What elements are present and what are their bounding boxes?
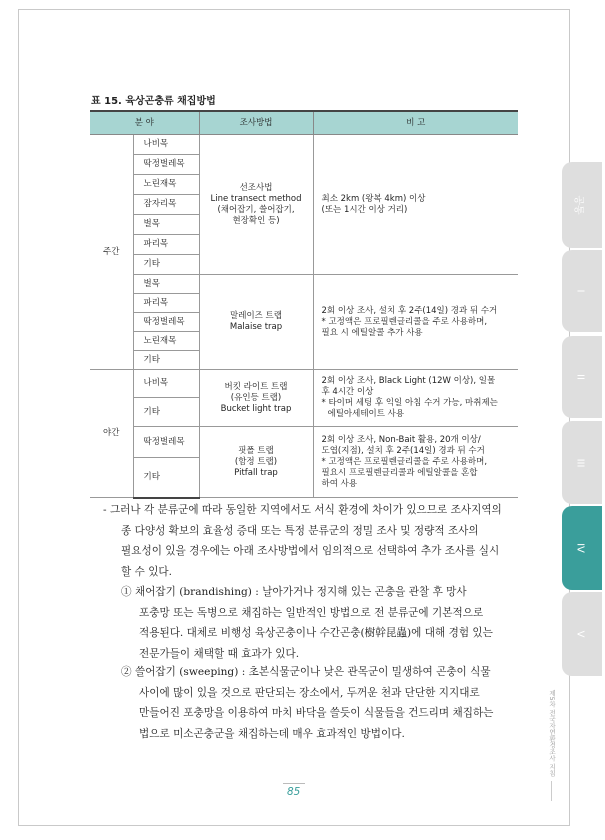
page-number: 85	[287, 786, 301, 798]
side-tab-2[interactable]	[562, 336, 602, 418]
method-line: Bucket light trap	[220, 403, 292, 414]
note-line: 2회 이상 조사, Black Light (12W 이상), 일몰	[321, 376, 496, 386]
side-tab-common[interactable]	[562, 162, 602, 248]
tab-label: IV	[574, 543, 586, 553]
group-cell: 벌목	[133, 275, 199, 294]
item-line: 법으로 미소곤충군을 채집하는데 매우 효과적인 방법이다.	[139, 727, 405, 740]
item-sweeping	[103, 662, 516, 744]
table-header-row	[90, 111, 518, 135]
method-cell	[199, 135, 313, 275]
note-line: 하여 사용	[321, 478, 358, 489]
group-cell: 기타	[133, 351, 199, 370]
item-line: 포충망 또는 독병으로 채집하는 일반적인 방법으로 전 분류군에 기본적으로	[139, 606, 484, 619]
method-line: (함정 트랩)	[234, 456, 278, 467]
section-night: 야간	[90, 370, 133, 498]
group-cell: 나비목	[133, 135, 199, 155]
group-cell: 기타	[133, 255, 199, 275]
side-tab-5[interactable]	[562, 592, 602, 676]
note-cell	[313, 275, 518, 370]
note-line: 2회 이상 조사, Non-Bait 활용, 20개 이상/	[321, 434, 481, 445]
side-tab-4[interactable]	[562, 506, 602, 590]
note-line: 에틸아세테이트 사용	[327, 409, 405, 419]
method-line: Pitfall trap	[234, 467, 278, 478]
tab-label: I	[574, 289, 586, 293]
group-cell: 노린재목	[133, 332, 199, 351]
item-line: 사이에 많이 있을 것으로 판단되는 장소에서, 두꺼운 천과 단단한 지지대로	[139, 686, 480, 699]
method-cell	[199, 427, 313, 498]
group-cell: 노린재목	[133, 175, 199, 195]
item-line: 만들어진 포충망을 이용하여 마치 바닥을 쓸듯이 식물들을 건드리며 채집하는	[139, 707, 494, 719]
group-cell: 딱정벌레목	[133, 313, 199, 332]
group-cell: 기타	[133, 398, 199, 427]
note-line: 후 4시간 이상	[321, 387, 374, 397]
note-line: (또는 1시간 이상 거리)	[321, 204, 408, 215]
item-line: 적용된다. 대체로 비행성 육상곤충이나 수간곤충(樹幹昆蟲)에 대해 경험 있는	[139, 627, 493, 639]
tab-label: II	[574, 374, 586, 380]
footer-divider	[551, 781, 552, 801]
method-line: Line transect method	[210, 193, 302, 204]
method-line: 핏폴 트랩	[238, 445, 274, 456]
item-brandishing	[103, 582, 516, 664]
group-cell: 파리목	[133, 235, 199, 255]
paragraph-line: 종 다양성 확보의 효율성 증대 또는 특정 분류군의 정밀 조사 및 정량적 조사의	[121, 524, 479, 537]
group-cell: 딱정벌레목	[133, 155, 199, 175]
footer-guide-title: 제5차 전국자연환경조사 지침	[548, 690, 556, 777]
item-line: 전문가들이 채택할 때 효과가 있다.	[139, 647, 300, 660]
note-cell	[313, 135, 518, 275]
header-field: 분 야	[90, 111, 199, 135]
note-line: * 고정액은 프로필렌글리콜을 주로 사용하며,	[321, 456, 488, 467]
paragraph-line: 할 수 있다.	[121, 565, 173, 578]
method-line: (채어잡기, 쓸어잡기,	[217, 204, 295, 215]
method-line: 버킷 라이트 트랩	[224, 381, 288, 392]
table-caption: 표 15. 육상곤충류 채집방법	[91, 96, 216, 107]
method-line: Malaise trap	[229, 322, 283, 332]
tab-label: III	[574, 458, 586, 467]
section-day: 주간	[90, 135, 133, 370]
side-tab-3[interactable]	[562, 421, 602, 504]
note-line: 최소 2km (왕복 4km) 이상	[321, 193, 426, 204]
method-cell	[199, 370, 313, 427]
note-line: 도엽(지점), 설치 후 2주(14일) 경과 뒤 수거	[321, 445, 485, 456]
side-tab-1[interactable]	[562, 250, 602, 332]
method-line: (유인등 트랩)	[230, 392, 282, 403]
method-line: 현장확인 등)	[232, 215, 280, 226]
note-line: * 고정액은 프로필렌글리콜을 주로 사용하며,	[321, 316, 488, 327]
note-line: 2회 이상 조사, 설치 후 2주(14일) 경과 뒤 수거	[321, 305, 498, 316]
paragraph-line: - 그러나 각 분류군에 따라 동일한 지역에서도 서식 환경에 차이가 있으므로 조사지역의	[103, 504, 502, 516]
group-cell: 딱정벌레목	[133, 427, 199, 458]
method-line: 말레이즈 트랩	[230, 311, 282, 321]
group-cell: 파리목	[133, 294, 199, 313]
paragraph-line: 필요성이 있을 경우에는 아래 조사방법에서 임의적으로 선택하여 추가 조사를 실시	[121, 545, 500, 557]
collection-methods-table	[90, 110, 518, 499]
tab-label: V	[574, 630, 586, 638]
group-cell: 기타	[133, 458, 199, 498]
note-cell	[313, 427, 518, 498]
tab-label: 공통	[572, 195, 584, 215]
item-line: ② 쓸어잡기 (sweeping) : 초본식물군이나 낮은 관목군이 밀생하여 곤충이 식물	[121, 666, 491, 678]
item-line: ① 채어잡기 (brandishing) : 날아가거나 정지해 있는 곤충을 관찰 후 망사	[121, 586, 467, 598]
group-cell: 나비목	[133, 370, 199, 398]
intro-paragraph	[103, 500, 516, 582]
page-number-rule	[283, 783, 305, 784]
note-cell	[313, 370, 518, 427]
group-cell: 잠자리목	[133, 195, 199, 215]
header-method: 조사방법	[199, 111, 313, 135]
note-line: 필요 시 에틸알콜 추가 사용	[321, 327, 423, 338]
group-cell: 벌목	[133, 215, 199, 235]
method-line: 선조사법	[239, 182, 273, 193]
note-line: 필요시 프로필렌글리콜과 에틸알콜을 혼합	[321, 467, 478, 478]
method-cell	[199, 275, 313, 370]
note-line: * 타이머 세팅 후 익일 아침 수거 가능, 마취제는	[321, 398, 498, 408]
header-note: 비 고	[313, 111, 518, 135]
